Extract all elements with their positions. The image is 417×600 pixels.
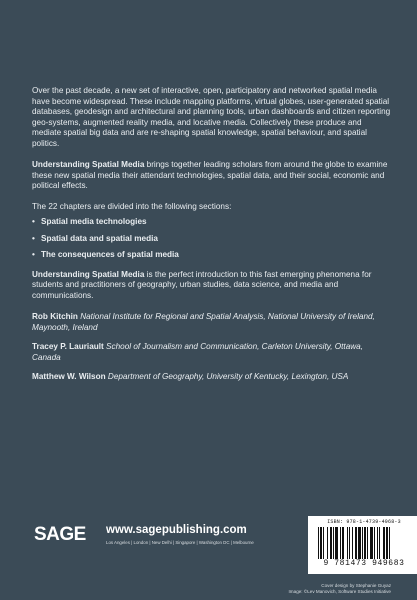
editor-entry bbox=[32, 372, 391, 383]
bullet-icon: • bbox=[32, 216, 35, 226]
editor-entry bbox=[32, 342, 391, 363]
editor-affiliation: School of Journalism and Communication, Carleton University, Ottawa, Canada bbox=[32, 342, 364, 362]
description-paragraph-2 bbox=[32, 160, 391, 192]
book-title-inline: Understanding Spatial Media bbox=[32, 269, 145, 279]
section-label: Spatial media technologies bbox=[41, 216, 147, 226]
editor-affiliation: National Institute for Regional and Spatial Analysis, National University of Ireland, Maynooth, Ireland bbox=[32, 312, 375, 332]
paragraph-4-text: is the perfect introduction to this fast emerging phenomena for students and practitioners of geography, urban studies, data science, and media and communications. bbox=[32, 269, 372, 300]
section-label: Spatial data and spatial media bbox=[41, 233, 158, 243]
sections-list bbox=[32, 217, 391, 261]
list-item bbox=[32, 234, 391, 245]
isbn-digits: 9 781473 949683 bbox=[323, 559, 405, 568]
editor-entry bbox=[32, 312, 391, 333]
bullet-icon: • bbox=[32, 233, 35, 243]
book-title-inline: Understanding Spatial Media bbox=[32, 160, 145, 170]
image-credit: Image: ©Lev Manovich, Software Studies Initiative bbox=[288, 589, 391, 594]
back-cover-footer bbox=[32, 516, 405, 576]
bullet-icon: • bbox=[32, 250, 35, 260]
list-item bbox=[32, 217, 391, 228]
barcode-icon bbox=[316, 527, 412, 559]
isbn-barcode bbox=[308, 516, 417, 574]
list-item bbox=[32, 250, 391, 261]
cover-design-credit: Cover design by Stephanie Guyaz bbox=[321, 583, 391, 588]
publisher-cities: Los Angeles | London | New Delhi | Singapore | Washington DC | Melbourne bbox=[106, 540, 254, 545]
editor-name: Tracey P. Lauriault bbox=[32, 342, 104, 352]
editor-affiliation: Department of Geography, University of Kentucky, Lexington, USA bbox=[107, 372, 349, 382]
cover-credits bbox=[289, 583, 391, 595]
description-paragraph-3: The 22 chapters are divided into the following sections: bbox=[32, 202, 232, 212]
editor-name: Matthew W. Wilson bbox=[32, 372, 106, 382]
sage-logo-text: SAGE bbox=[34, 524, 86, 545]
paragraph-2-text: brings together leading scholars from around the globe to examine these new spatial media their attendant technologies, spatial data, and their social, economic and political effects. bbox=[32, 160, 388, 191]
sage-logo bbox=[34, 524, 86, 546]
section-label: The consequences of spatial media bbox=[41, 250, 179, 260]
editor-name: Rob Kitchin bbox=[32, 312, 78, 321]
back-cover-text bbox=[32, 86, 391, 392]
description-paragraph-1: Over the past decade, a new set of interactive, open, participatory and networked spatial media have become widespread. These include mapping platforms, virtual globes, user-generated spatial databases, geodesign and architectural and planning tools, urban dashboards and citizen reporting geo-systems, augmented reality media, and locative media. Collectively these produce and mediate spatial big data and are re-shaping spatial knowledge, spatial behaviour, and spatial politics. bbox=[32, 86, 391, 148]
description-paragraph-4 bbox=[32, 270, 391, 302]
isbn-label: ISBN: 978-1-4739-4968-3 bbox=[327, 519, 401, 525]
publisher-website: www.sagepublishing.com bbox=[106, 524, 247, 536]
